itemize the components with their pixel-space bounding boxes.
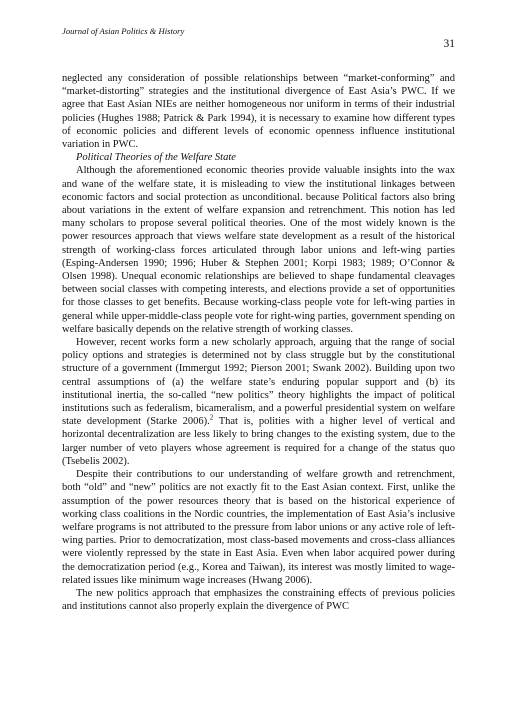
paragraph-3: [62, 336, 455, 468]
paragraph-3-tail: That is, polities with a higher level of vertical and horizontal decentralization are less likely to bring changes to the existing system, due to the larger number of veto players whose agreement is required for a change of the status quo (Tsebelis 2002).: [62, 416, 455, 467]
section-heading: Political Theories of the Welfare State: [76, 152, 236, 164]
paragraph-1: neglected any consideration of possible relationships between “market-conforming” and “market-distorting” strategies and the institutional divergence of East Asia’s PWC. If we agree that East Asian NIEs are neither homogeneous nor uniform in terms of their industrial policies (Hughes 1988; Patrick & Park 1994), it is necessary to examine how different types of economic policies and different levels of economic openness influence institutional variation in PWC.: [62, 73, 455, 151]
journal-title: Journal of Asian Politics & History: [62, 26, 185, 36]
page-number: 31: [443, 38, 455, 50]
paragraph-4: Despite their contributions to our understanding of welfare growth and retrenchment, both “old” and “new” politics are not exactly fit to the East Asian context. First, unlike the assumption of the power resources theory that is based on the historical experience of working class coalitions in the Nordic countries, the implementation of East Asia’s inclusive welfare programs is not attributed to the pressure from labor unions or any active role of left-wing parties. Prior to democratization, most class-based movements and cross-class alliances were violently repressed by the state in East Asia. Even when labor acquired power during the democratization period (e.g., Korea and Taiwan), its interest was mostly limited to wage-related issues like minimum wage increases (Hwang 2006).: [62, 469, 455, 586]
body-text: [62, 72, 455, 613]
paragraph-5: The new politics approach that emphasizes the constraining effects of previous policies and institutions cannot also properly explain the divergence of PWC: [62, 587, 455, 613]
paragraph-3-main: However, recent works form a new scholarly approach, arguing that the range of social policy options and strategies is determined not by class struggle but by the constitutional structure of a government (Immergut 1992; Pierson 2001; Swank 2002). Building upon two central assumptions of (a) the welfare state’s enduring popular support and (b) its institutional inertia, the so-called “new politics” theory highlights the impact of political institutions such as federalism, bicameralism, and a powerful presidential system on welfare state development (Starke 2006).: [62, 337, 455, 428]
paragraph-2: Although the aforementioned economic theories provide valuable insights into the wax and wane of the welfare state, it is misleading to view the institutional linkages between economic factors and social protection as unconditional. because Political factors also bring about variations in the extent of welfare expansion and retrenchment. This notion has led many scholars to propose several political theories. One of the most widely known is the power resources approach that views welfare state development as a result of the historical strength of working-class forces articulated through labor unions and left-wing parties (Esping-Andersen 1990; 1996; Huber & Stephen 2001; Korpi 1983; 1989; O’Connor & Olsen 1998). Unequal economic relationships are believed to shape fundamental cleavages between social classes with competing interests, and elections provide a set of opportunities for those classes to get benefits. Because working-class people vote for left-wing parties in general while upper-middle-class people vote for right-wing parties, government spending on welfare basically depends on the relative strength of working classes.: [62, 165, 455, 335]
footnote-marker[interactable]: 2: [209, 413, 214, 422]
